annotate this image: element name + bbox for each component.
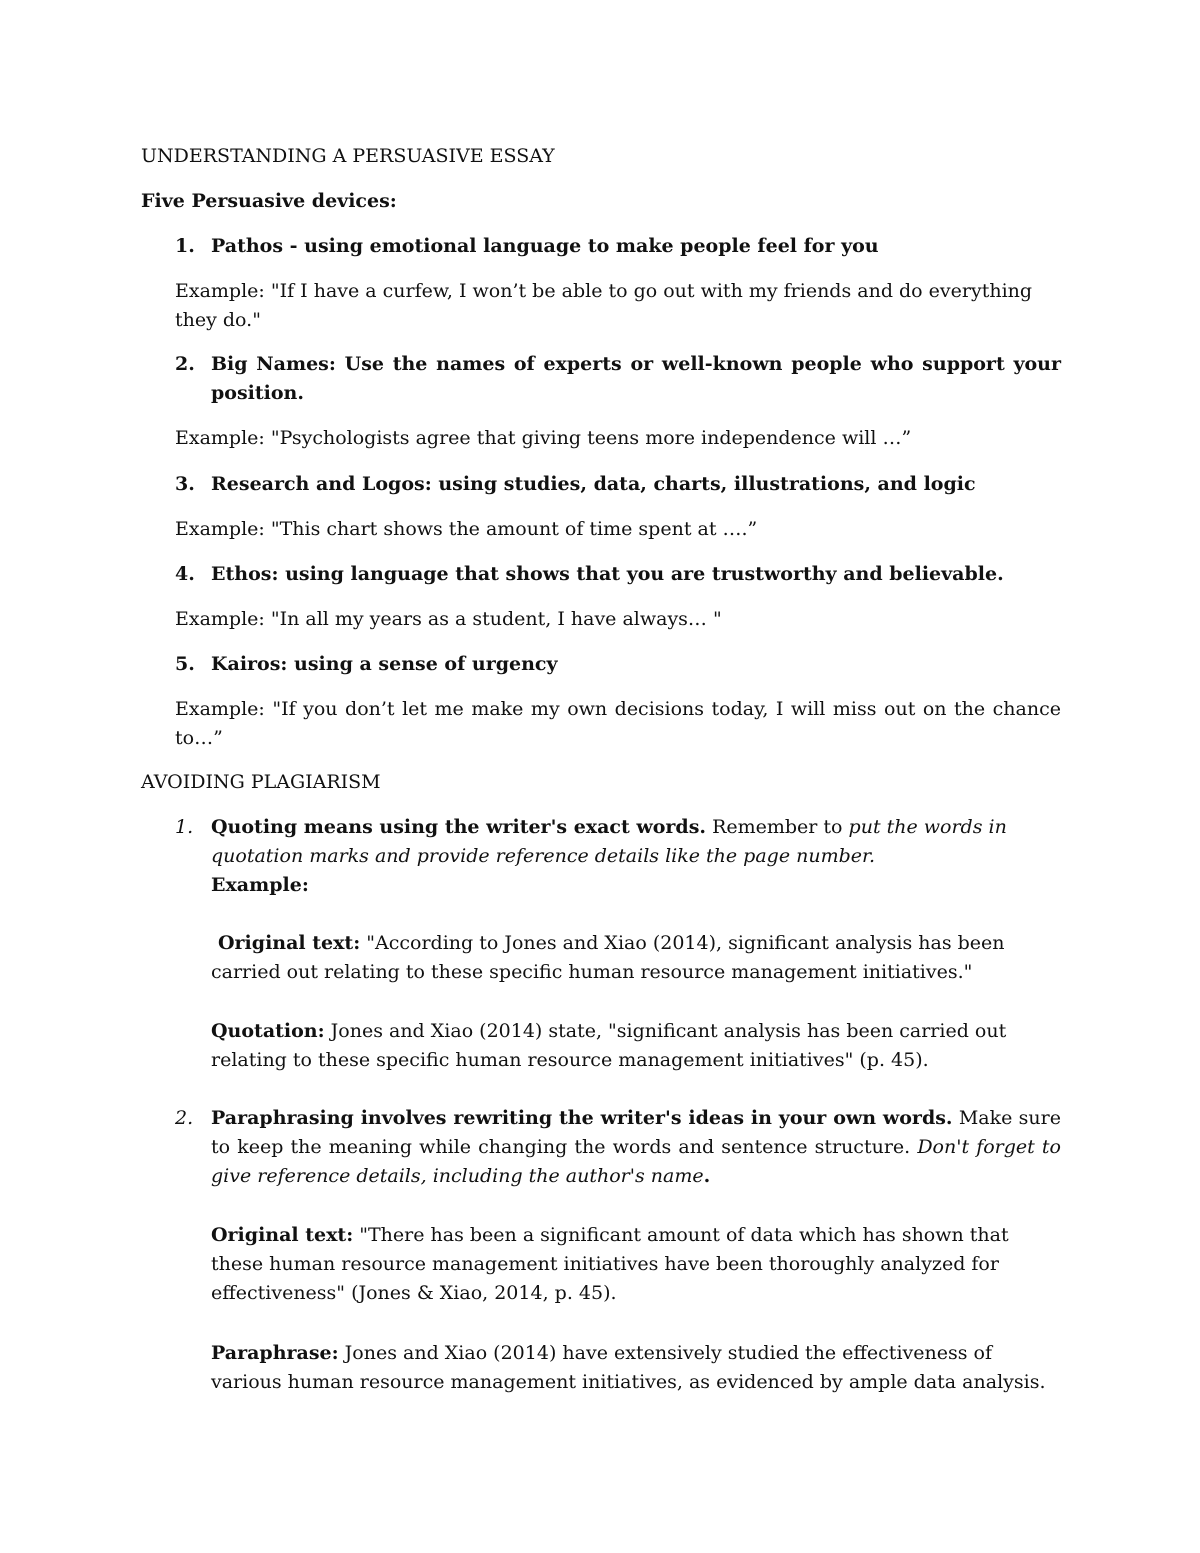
quoting-example-label: Example: [211,874,309,896]
device-heading: Pathos - using emotional language to make people feel for you [211,235,879,257]
device-number: 1. [175,235,195,257]
paraphrase-label: Paraphrase: [211,1342,339,1364]
plagiarism-heading: AVOIDING PLAGIARISM [141,771,381,793]
quoting-bold-intro: Quoting means using the writer's exact words. [211,816,707,838]
paraphrasing-number: 2. [175,1107,194,1129]
quotation-label: Quotation: [211,1020,325,1042]
original-label: Original text: [211,1224,354,1246]
quoting-original [211,929,1061,987]
device-heading: Big Names: Use the names of experts or well-known people who support your position. [211,353,1061,404]
device-number: 4. [175,563,195,585]
quoting-intro [211,813,1061,871]
quotation-text: Jones and Xiao (2014) state, "significant analysis has been carried out relating to these specific human resource management initiatives" (p. 45). [211,1020,1007,1071]
device-example: Example: "If I have a curfew, I won’t be able to go out with my friends and do everything they do." [175,280,1033,331]
quoting-italic: put the words in quotation marks and provide reference details like the page number. [211,816,1007,867]
device-number: 3. [175,473,195,495]
paraphrasing-intro [211,1104,1061,1191]
original-text: "According to Jones and Xiao (2014), significant analysis has been carried out relating to these specific human resource management initiatives." [211,932,1005,983]
paraphrasing-paraphrase [211,1339,1061,1397]
original-text: "There has been a significant amount of data which has shown that these human resource management initiatives have been thoroughly analyzed for effectiveness" (Jones & Xiao, 2014, p. 45). [211,1224,1009,1304]
paraphrasing-bold-intro: Paraphrasing involves rewriting the writer's ideas in your own words. [211,1107,953,1129]
paraphrasing-italic: Don't forget to give reference details, including the author's name [211,1136,1061,1187]
quoting-number: 1. [175,816,194,838]
quoting-plain: Remember to [706,816,849,838]
device-example: Example: "This chart shows the amount of time spent at ….” [175,518,758,540]
paraphrasing-plain: Make sure to keep the meaning while changing the words and sentence structure. [211,1107,1061,1158]
device-heading: Research and Logos: using studies, data, charts, illustrations, and logic [211,473,976,495]
device-number: 5. [175,653,195,675]
device-example: Example: "In all my years as a student, I have always… " [175,608,722,630]
original-label: Original text: [218,932,361,954]
paraphrasing-original [211,1221,1061,1308]
devices-heading: Five Persuasive devices: [141,190,397,212]
device-example: Example: "If you don’t let me make my own decisions today, I will miss out on the chance to…” [175,698,1061,749]
paraphrase-text: Jones and Xiao (2014) have extensively studied the effectiveness of various human resource management initiatives, as evidenced by ample data analysis. [211,1342,1046,1393]
device-number: 2. [175,353,195,375]
paraphrasing-period: . [703,1165,711,1187]
device-example: Example: "Psychologists agree that giving teens more independence will …” [175,427,912,449]
document-page [141,0,1061,1553]
document-title: UNDERSTANDING A PERSUASIVE ESSAY [141,145,555,167]
device-heading: Ethos: using language that shows that you are trustworthy and believable. [211,563,1004,585]
device-heading: Kairos: using a sense of urgency [211,653,558,675]
quoting-quotation [211,1017,1061,1075]
